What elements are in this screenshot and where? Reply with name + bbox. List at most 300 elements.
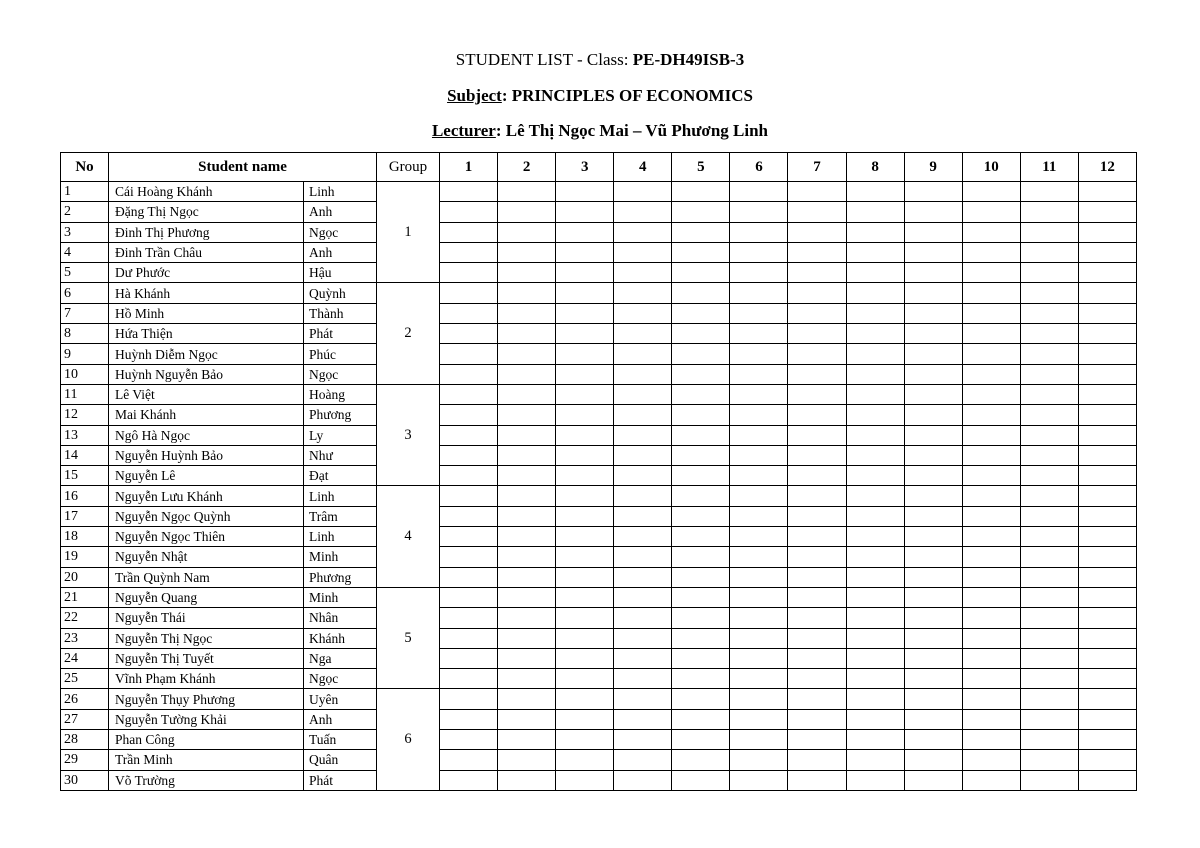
attendance-cell[interactable]	[846, 202, 904, 222]
attendance-cell[interactable]	[904, 384, 962, 404]
attendance-cell[interactable]	[846, 547, 904, 567]
attendance-cell[interactable]	[556, 648, 614, 668]
attendance-cell[interactable]	[788, 425, 846, 445]
attendance-cell[interactable]	[730, 425, 788, 445]
attendance-cell[interactable]	[556, 182, 614, 202]
attendance-cell[interactable]	[904, 750, 962, 770]
attendance-cell[interactable]	[1078, 486, 1136, 506]
attendance-cell[interactable]	[904, 242, 962, 262]
attendance-cell[interactable]	[556, 750, 614, 770]
attendance-cell[interactable]	[1020, 587, 1078, 607]
attendance-cell[interactable]	[846, 506, 904, 526]
attendance-cell[interactable]	[556, 466, 614, 486]
attendance-cell[interactable]	[614, 364, 672, 384]
attendance-cell[interactable]	[672, 303, 730, 323]
attendance-cell[interactable]	[440, 709, 498, 729]
attendance-cell[interactable]	[904, 202, 962, 222]
attendance-cell[interactable]	[440, 730, 498, 750]
attendance-cell[interactable]	[1078, 730, 1136, 750]
attendance-cell[interactable]	[440, 344, 498, 364]
attendance-cell[interactable]	[1020, 242, 1078, 262]
attendance-cell[interactable]	[1078, 445, 1136, 465]
attendance-cell[interactable]	[556, 222, 614, 242]
attendance-cell[interactable]	[498, 425, 556, 445]
attendance-cell[interactable]	[556, 527, 614, 547]
attendance-cell[interactable]	[1020, 344, 1078, 364]
attendance-cell[interactable]	[846, 669, 904, 689]
attendance-cell[interactable]	[1078, 425, 1136, 445]
attendance-cell[interactable]	[1020, 283, 1078, 303]
attendance-cell[interactable]	[440, 466, 498, 486]
attendance-cell[interactable]	[556, 263, 614, 283]
attendance-cell[interactable]	[556, 303, 614, 323]
attendance-cell[interactable]	[846, 324, 904, 344]
attendance-cell[interactable]	[846, 384, 904, 404]
attendance-cell[interactable]	[1020, 222, 1078, 242]
attendance-cell[interactable]	[614, 202, 672, 222]
attendance-cell[interactable]	[730, 466, 788, 486]
attendance-cell[interactable]	[440, 202, 498, 222]
attendance-cell[interactable]	[498, 344, 556, 364]
attendance-cell[interactable]	[730, 486, 788, 506]
attendance-cell[interactable]	[498, 648, 556, 668]
attendance-cell[interactable]	[904, 182, 962, 202]
attendance-cell[interactable]	[498, 770, 556, 790]
attendance-cell[interactable]	[1078, 587, 1136, 607]
attendance-cell[interactable]	[440, 445, 498, 465]
attendance-cell[interactable]	[1020, 608, 1078, 628]
attendance-cell[interactable]	[730, 527, 788, 547]
attendance-cell[interactable]	[788, 182, 846, 202]
attendance-cell[interactable]	[846, 486, 904, 506]
attendance-cell[interactable]	[788, 303, 846, 323]
attendance-cell[interactable]	[904, 344, 962, 364]
attendance-cell[interactable]	[846, 364, 904, 384]
attendance-cell[interactable]	[556, 486, 614, 506]
attendance-cell[interactable]	[788, 669, 846, 689]
attendance-cell[interactable]	[672, 527, 730, 547]
attendance-cell[interactable]	[498, 689, 556, 709]
attendance-cell[interactable]	[440, 263, 498, 283]
attendance-cell[interactable]	[962, 648, 1020, 668]
attendance-cell[interactable]	[788, 587, 846, 607]
attendance-cell[interactable]	[730, 182, 788, 202]
attendance-cell[interactable]	[730, 669, 788, 689]
attendance-cell[interactable]	[556, 770, 614, 790]
attendance-cell[interactable]	[730, 689, 788, 709]
attendance-cell[interactable]	[498, 709, 556, 729]
attendance-cell[interactable]	[730, 222, 788, 242]
attendance-cell[interactable]	[672, 405, 730, 425]
attendance-cell[interactable]	[788, 750, 846, 770]
attendance-cell[interactable]	[614, 384, 672, 404]
attendance-cell[interactable]	[614, 770, 672, 790]
attendance-cell[interactable]	[1020, 263, 1078, 283]
attendance-cell[interactable]	[614, 547, 672, 567]
attendance-cell[interactable]	[614, 405, 672, 425]
attendance-cell[interactable]	[498, 547, 556, 567]
attendance-cell[interactable]	[440, 527, 498, 547]
attendance-cell[interactable]	[904, 608, 962, 628]
attendance-cell[interactable]	[904, 547, 962, 567]
attendance-cell[interactable]	[672, 689, 730, 709]
attendance-cell[interactable]	[962, 527, 1020, 547]
attendance-cell[interactable]	[1078, 527, 1136, 547]
attendance-cell[interactable]	[904, 689, 962, 709]
attendance-cell[interactable]	[498, 405, 556, 425]
attendance-cell[interactable]	[846, 648, 904, 668]
attendance-cell[interactable]	[1078, 263, 1136, 283]
attendance-cell[interactable]	[1078, 689, 1136, 709]
attendance-cell[interactable]	[440, 750, 498, 770]
attendance-cell[interactable]	[788, 689, 846, 709]
attendance-cell[interactable]	[672, 648, 730, 668]
attendance-cell[interactable]	[730, 202, 788, 222]
attendance-cell[interactable]	[788, 608, 846, 628]
attendance-cell[interactable]	[1020, 648, 1078, 668]
attendance-cell[interactable]	[904, 303, 962, 323]
attendance-cell[interactable]	[730, 384, 788, 404]
attendance-cell[interactable]	[788, 445, 846, 465]
attendance-cell[interactable]	[730, 628, 788, 648]
attendance-cell[interactable]	[1078, 628, 1136, 648]
attendance-cell[interactable]	[672, 669, 730, 689]
attendance-cell[interactable]	[846, 283, 904, 303]
attendance-cell[interactable]	[556, 587, 614, 607]
attendance-cell[interactable]	[672, 547, 730, 567]
attendance-cell[interactable]	[440, 567, 498, 587]
attendance-cell[interactable]	[498, 527, 556, 547]
attendance-cell[interactable]	[614, 506, 672, 526]
attendance-cell[interactable]	[498, 750, 556, 770]
attendance-cell[interactable]	[730, 587, 788, 607]
attendance-cell[interactable]	[498, 364, 556, 384]
attendance-cell[interactable]	[556, 202, 614, 222]
attendance-cell[interactable]	[1078, 303, 1136, 323]
attendance-cell[interactable]	[730, 506, 788, 526]
attendance-cell[interactable]	[730, 263, 788, 283]
attendance-cell[interactable]	[1020, 506, 1078, 526]
attendance-cell[interactable]	[788, 567, 846, 587]
attendance-cell[interactable]	[556, 628, 614, 648]
attendance-cell[interactable]	[556, 506, 614, 526]
attendance-cell[interactable]	[730, 770, 788, 790]
attendance-cell[interactable]	[730, 730, 788, 750]
attendance-cell[interactable]	[440, 242, 498, 262]
attendance-cell[interactable]	[614, 709, 672, 729]
attendance-cell[interactable]	[440, 182, 498, 202]
attendance-cell[interactable]	[1020, 303, 1078, 323]
attendance-cell[interactable]	[1078, 567, 1136, 587]
attendance-cell[interactable]	[788, 648, 846, 668]
attendance-cell[interactable]	[846, 182, 904, 202]
attendance-cell[interactable]	[556, 242, 614, 262]
attendance-cell[interactable]	[440, 770, 498, 790]
attendance-cell[interactable]	[440, 608, 498, 628]
attendance-cell[interactable]	[846, 730, 904, 750]
attendance-cell[interactable]	[498, 242, 556, 262]
attendance-cell[interactable]	[614, 222, 672, 242]
attendance-cell[interactable]	[846, 770, 904, 790]
attendance-cell[interactable]	[1078, 648, 1136, 668]
attendance-cell[interactable]	[962, 567, 1020, 587]
attendance-cell[interactable]	[672, 587, 730, 607]
attendance-cell[interactable]	[498, 628, 556, 648]
attendance-cell[interactable]	[788, 364, 846, 384]
attendance-cell[interactable]	[1020, 425, 1078, 445]
attendance-cell[interactable]	[904, 628, 962, 648]
attendance-cell[interactable]	[904, 587, 962, 607]
attendance-cell[interactable]	[1078, 466, 1136, 486]
attendance-cell[interactable]	[846, 709, 904, 729]
attendance-cell[interactable]	[556, 405, 614, 425]
attendance-cell[interactable]	[556, 730, 614, 750]
attendance-cell[interactable]	[440, 506, 498, 526]
attendance-cell[interactable]	[672, 608, 730, 628]
attendance-cell[interactable]	[1020, 182, 1078, 202]
attendance-cell[interactable]	[788, 770, 846, 790]
attendance-cell[interactable]	[614, 567, 672, 587]
attendance-cell[interactable]	[904, 222, 962, 242]
attendance-cell[interactable]	[498, 567, 556, 587]
attendance-cell[interactable]	[440, 283, 498, 303]
attendance-cell[interactable]	[1020, 709, 1078, 729]
attendance-cell[interactable]	[788, 527, 846, 547]
attendance-cell[interactable]	[1078, 202, 1136, 222]
attendance-cell[interactable]	[614, 263, 672, 283]
attendance-cell[interactable]	[730, 547, 788, 567]
attendance-cell[interactable]	[730, 750, 788, 770]
attendance-cell[interactable]	[788, 405, 846, 425]
attendance-cell[interactable]	[962, 303, 1020, 323]
attendance-cell[interactable]	[1020, 547, 1078, 567]
attendance-cell[interactable]	[730, 648, 788, 668]
attendance-cell[interactable]	[962, 263, 1020, 283]
attendance-cell[interactable]	[904, 648, 962, 668]
attendance-cell[interactable]	[672, 770, 730, 790]
attendance-cell[interactable]	[556, 283, 614, 303]
attendance-cell[interactable]	[788, 628, 846, 648]
attendance-cell[interactable]	[440, 689, 498, 709]
attendance-cell[interactable]	[614, 486, 672, 506]
attendance-cell[interactable]	[1020, 750, 1078, 770]
attendance-cell[interactable]	[846, 222, 904, 242]
attendance-cell[interactable]	[1078, 222, 1136, 242]
attendance-cell[interactable]	[730, 242, 788, 262]
attendance-cell[interactable]	[904, 486, 962, 506]
attendance-cell[interactable]	[846, 242, 904, 262]
attendance-cell[interactable]	[962, 486, 1020, 506]
attendance-cell[interactable]	[672, 730, 730, 750]
attendance-cell[interactable]	[730, 405, 788, 425]
attendance-cell[interactable]	[962, 466, 1020, 486]
attendance-cell[interactable]	[614, 587, 672, 607]
attendance-cell[interactable]	[1020, 405, 1078, 425]
attendance-cell[interactable]	[730, 608, 788, 628]
attendance-cell[interactable]	[904, 506, 962, 526]
attendance-cell[interactable]	[672, 182, 730, 202]
attendance-cell[interactable]	[846, 466, 904, 486]
attendance-cell[interactable]	[904, 466, 962, 486]
attendance-cell[interactable]	[1078, 384, 1136, 404]
attendance-cell[interactable]	[672, 628, 730, 648]
attendance-cell[interactable]	[730, 567, 788, 587]
attendance-cell[interactable]	[904, 669, 962, 689]
attendance-cell[interactable]	[788, 222, 846, 242]
attendance-cell[interactable]	[440, 364, 498, 384]
attendance-cell[interactable]	[904, 445, 962, 465]
attendance-cell[interactable]	[904, 567, 962, 587]
attendance-cell[interactable]	[962, 669, 1020, 689]
attendance-cell[interactable]	[788, 466, 846, 486]
attendance-cell[interactable]	[962, 324, 1020, 344]
attendance-cell[interactable]	[556, 384, 614, 404]
attendance-cell[interactable]	[962, 283, 1020, 303]
attendance-cell[interactable]	[672, 283, 730, 303]
attendance-cell[interactable]	[498, 730, 556, 750]
attendance-cell[interactable]	[788, 709, 846, 729]
attendance-cell[interactable]	[614, 466, 672, 486]
attendance-cell[interactable]	[962, 344, 1020, 364]
attendance-cell[interactable]	[440, 648, 498, 668]
attendance-cell[interactable]	[1020, 669, 1078, 689]
attendance-cell[interactable]	[788, 242, 846, 262]
attendance-cell[interactable]	[498, 283, 556, 303]
attendance-cell[interactable]	[904, 425, 962, 445]
attendance-cell[interactable]	[672, 202, 730, 222]
attendance-cell[interactable]	[614, 669, 672, 689]
attendance-cell[interactable]	[440, 547, 498, 567]
attendance-cell[interactable]	[614, 689, 672, 709]
attendance-cell[interactable]	[730, 283, 788, 303]
attendance-cell[interactable]	[1078, 547, 1136, 567]
attendance-cell[interactable]	[1078, 364, 1136, 384]
attendance-cell[interactable]	[962, 182, 1020, 202]
attendance-cell[interactable]	[614, 283, 672, 303]
attendance-cell[interactable]	[1078, 283, 1136, 303]
attendance-cell[interactable]	[730, 364, 788, 384]
attendance-cell[interactable]	[846, 425, 904, 445]
attendance-cell[interactable]	[498, 486, 556, 506]
attendance-cell[interactable]	[788, 344, 846, 364]
attendance-cell[interactable]	[672, 344, 730, 364]
attendance-cell[interactable]	[962, 689, 1020, 709]
attendance-cell[interactable]	[846, 567, 904, 587]
attendance-cell[interactable]	[440, 324, 498, 344]
attendance-cell[interactable]	[846, 689, 904, 709]
attendance-cell[interactable]	[1078, 405, 1136, 425]
attendance-cell[interactable]	[904, 770, 962, 790]
attendance-cell[interactable]	[1020, 466, 1078, 486]
attendance-cell[interactable]	[788, 506, 846, 526]
attendance-cell[interactable]	[556, 709, 614, 729]
attendance-cell[interactable]	[440, 405, 498, 425]
attendance-cell[interactable]	[498, 324, 556, 344]
attendance-cell[interactable]	[672, 445, 730, 465]
attendance-cell[interactable]	[1078, 669, 1136, 689]
attendance-cell[interactable]	[962, 608, 1020, 628]
attendance-cell[interactable]	[1078, 608, 1136, 628]
attendance-cell[interactable]	[1020, 628, 1078, 648]
attendance-cell[interactable]	[498, 384, 556, 404]
attendance-cell[interactable]	[556, 344, 614, 364]
attendance-cell[interactable]	[672, 567, 730, 587]
attendance-cell[interactable]	[498, 303, 556, 323]
attendance-cell[interactable]	[498, 445, 556, 465]
attendance-cell[interactable]	[904, 324, 962, 344]
attendance-cell[interactable]	[846, 303, 904, 323]
attendance-cell[interactable]	[498, 506, 556, 526]
attendance-cell[interactable]	[904, 527, 962, 547]
attendance-cell[interactable]	[788, 202, 846, 222]
attendance-cell[interactable]	[904, 364, 962, 384]
attendance-cell[interactable]	[788, 384, 846, 404]
attendance-cell[interactable]	[614, 303, 672, 323]
attendance-cell[interactable]	[672, 466, 730, 486]
attendance-cell[interactable]	[498, 608, 556, 628]
attendance-cell[interactable]	[556, 689, 614, 709]
attendance-cell[interactable]	[614, 750, 672, 770]
attendance-cell[interactable]	[672, 506, 730, 526]
attendance-cell[interactable]	[730, 344, 788, 364]
attendance-cell[interactable]	[440, 669, 498, 689]
attendance-cell[interactable]	[672, 709, 730, 729]
attendance-cell[interactable]	[846, 587, 904, 607]
attendance-cell[interactable]	[556, 324, 614, 344]
attendance-cell[interactable]	[498, 669, 556, 689]
attendance-cell[interactable]	[788, 547, 846, 567]
attendance-cell[interactable]	[672, 486, 730, 506]
attendance-cell[interactable]	[672, 222, 730, 242]
attendance-cell[interactable]	[1020, 527, 1078, 547]
attendance-cell[interactable]	[556, 425, 614, 445]
attendance-cell[interactable]	[614, 242, 672, 262]
attendance-cell[interactable]	[1078, 750, 1136, 770]
attendance-cell[interactable]	[672, 263, 730, 283]
attendance-cell[interactable]	[904, 405, 962, 425]
attendance-cell[interactable]	[440, 486, 498, 506]
attendance-cell[interactable]	[440, 384, 498, 404]
attendance-cell[interactable]	[846, 445, 904, 465]
attendance-cell[interactable]	[614, 608, 672, 628]
attendance-cell[interactable]	[1020, 486, 1078, 506]
attendance-cell[interactable]	[498, 587, 556, 607]
attendance-cell[interactable]	[1020, 384, 1078, 404]
attendance-cell[interactable]	[672, 364, 730, 384]
attendance-cell[interactable]	[962, 405, 1020, 425]
attendance-cell[interactable]	[962, 587, 1020, 607]
attendance-cell[interactable]	[440, 303, 498, 323]
attendance-cell[interactable]	[498, 182, 556, 202]
attendance-cell[interactable]	[498, 202, 556, 222]
attendance-cell[interactable]	[614, 730, 672, 750]
attendance-cell[interactable]	[730, 445, 788, 465]
attendance-cell[interactable]	[1020, 324, 1078, 344]
attendance-cell[interactable]	[846, 527, 904, 547]
attendance-cell[interactable]	[672, 384, 730, 404]
attendance-cell[interactable]	[846, 344, 904, 364]
attendance-cell[interactable]	[1078, 506, 1136, 526]
attendance-cell[interactable]	[614, 344, 672, 364]
attendance-cell[interactable]	[846, 405, 904, 425]
attendance-cell[interactable]	[962, 445, 1020, 465]
attendance-cell[interactable]	[440, 425, 498, 445]
attendance-cell[interactable]	[962, 506, 1020, 526]
attendance-cell[interactable]	[672, 425, 730, 445]
attendance-cell[interactable]	[614, 628, 672, 648]
attendance-cell[interactable]	[1078, 709, 1136, 729]
attendance-cell[interactable]	[556, 608, 614, 628]
